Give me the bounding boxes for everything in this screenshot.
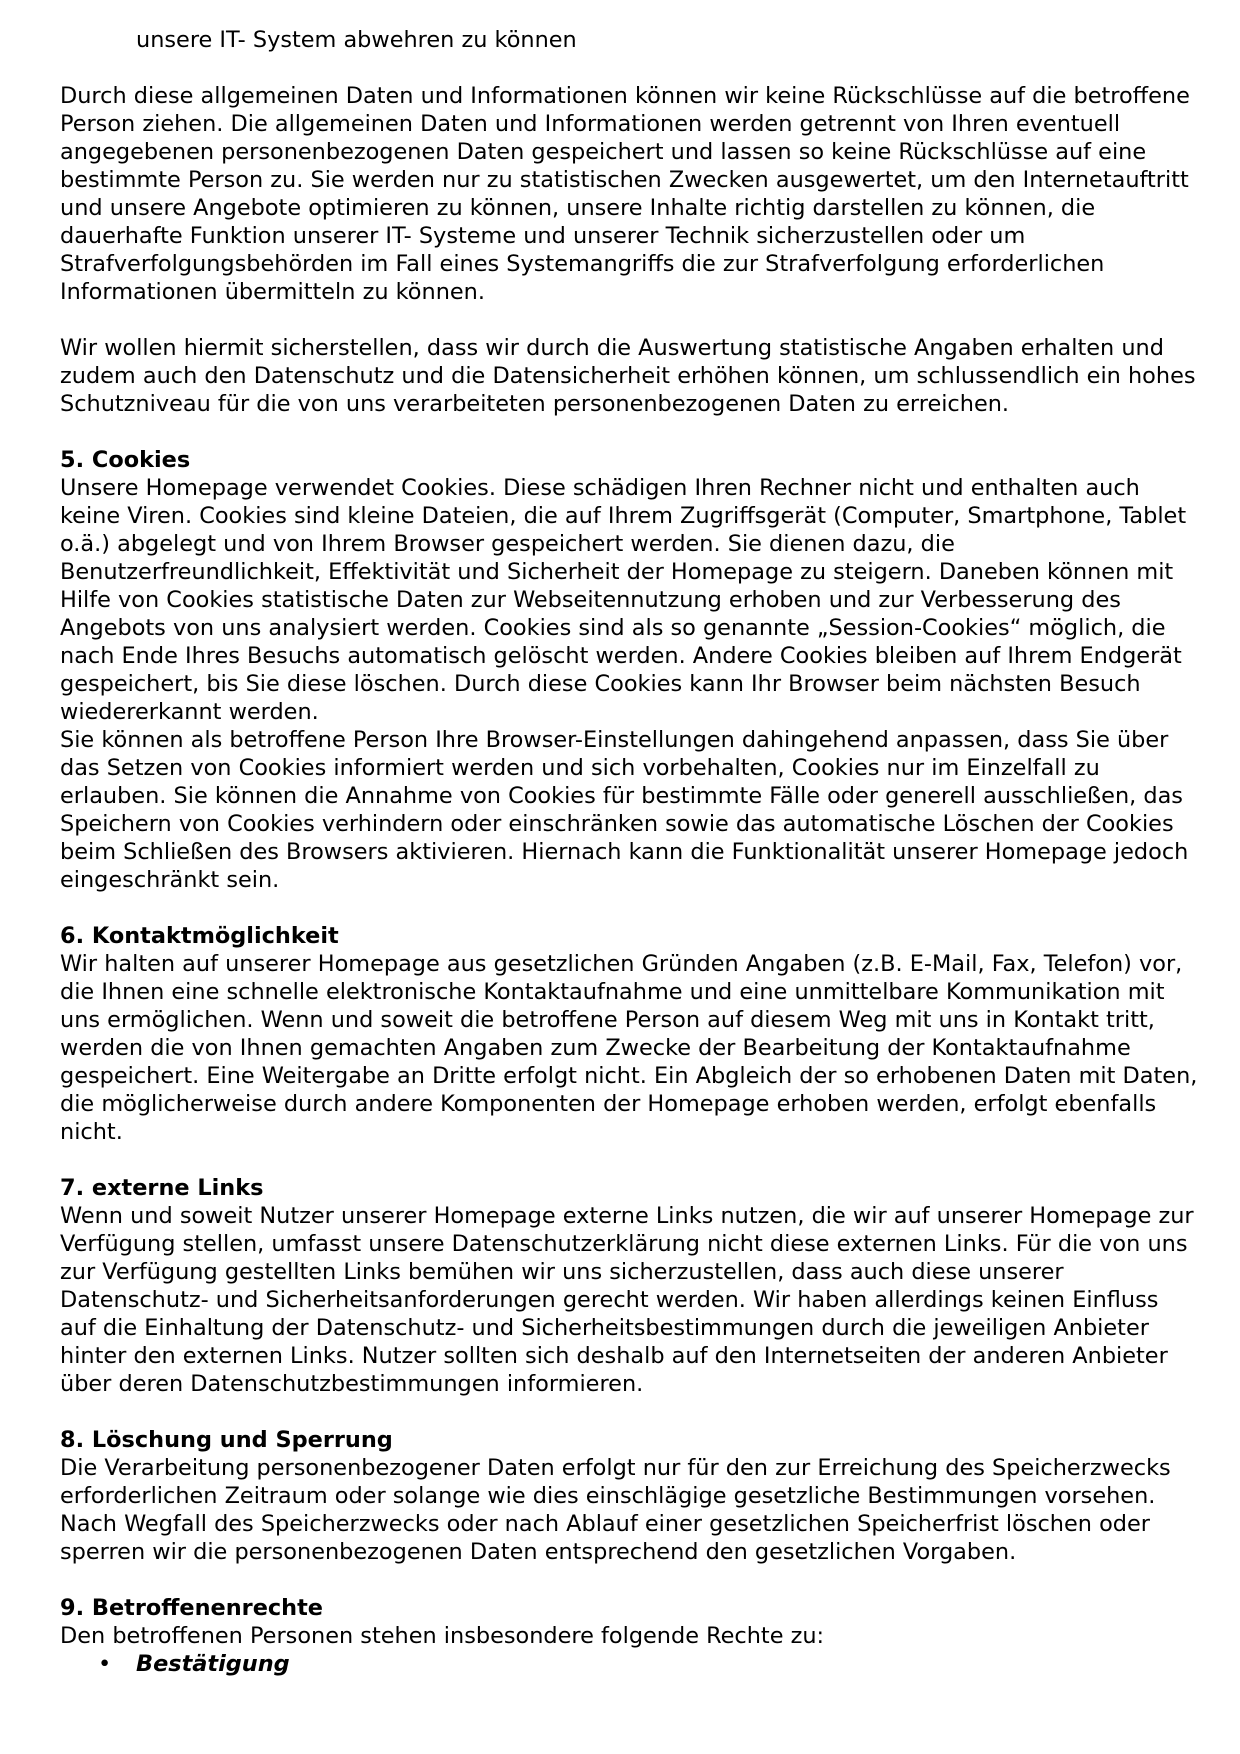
section-paragraph: Wir halten auf unserer Homepage aus gesetzlichen Gründen Angaben (z.B. E-Mail, Fax, Telefon) vor, die Ihnen eine schnelle elektronische Kontaktaufnahme und eine unmittelbare Kommunikation mit uns ermöglichen. Wenn und soweit die betroffene Person auf diesem Weg mit uns in Kontakt tritt, werden die von Ihnen gemachten Angaben zum Zwecke der Bearbeitung der Kontaktaufnahme gespeichert. Eine Weitergabe an Dritte erfolgt nicht. Ein Abgleich der so erhobenen Daten mit Daten, die möglicherweise durch andere Komponenten der Homepage erhoben werden, erfolgt ebenfalls nicht. bbox=[60, 951, 1198, 1145]
section-betroffenenrechte bbox=[60, 1594, 1200, 1678]
section-heading-loeschung-sperrung: 8. Löschung und Sperrung bbox=[60, 1427, 393, 1453]
section-heading-betroffenenrechte: 9. Betroffenenrechte bbox=[60, 1595, 323, 1621]
section-kontaktmoeglichkeit bbox=[60, 922, 1200, 1146]
section-heading-cookies: 5. Cookies bbox=[60, 447, 191, 473]
section-paragraph: Wenn und soweit Nutzer unserer Homepage externe Links nutzen, die wir auf unserer Homepage zur Verfügung stellen, umfasst unsere Datenschutzerklärung nicht diese externen Links. Für die von uns zur Verfügung gestellten Links bemühen wir uns sicherzustellen, dass auch diese unserer Datenschutz- und Sicherheitsanforderungen gerecht werden. Wir haben allerdings keinen Einfluss auf die Einhaltung der Datenschutz- und Sicherheitsbestimmungen durch die jeweiligen Anbieter hinter den externen Links. Nutzer sollten sich deshalb auf den Internetseiten der anderen Anbieter über deren Datenschutzbestimmungen informieren. bbox=[60, 1203, 1194, 1397]
section-paragraph: Den betroffenen Personen stehen insbesondere folgende Rechte zu: bbox=[60, 1623, 825, 1649]
list-item-label: Bestätigung bbox=[136, 1651, 290, 1677]
bullet-icon: • bbox=[98, 1651, 112, 1677]
section-loeschung-sperrung bbox=[60, 1426, 1200, 1566]
rights-list bbox=[60, 1650, 1200, 1678]
section-paragraph: Die Verarbeitung personenbezogener Daten erfolgt nur für den zur Erreichung des Speicherzwecks erforderlichen Zeitraum oder solange wie dies einschlägige gesetzliche Bestimmungen vorsehen. bbox=[60, 1455, 1171, 1509]
section-heading-kontaktmoeglichkeit: 6. Kontaktmöglichkeit bbox=[60, 923, 339, 949]
section-paragraph: Nach Wegfall des Speicherzwecks oder nach Ablauf einer gesetzlichen Speicherfrist löschen oder sperren wir die personenbezogenen Daten entsprechend den gesetzlichen Vorgaben. bbox=[60, 1511, 1150, 1565]
intro-paragraph-2: Wir wollen hiermit sicherstellen, dass wir durch die Auswertung statistische Angaben erhalten und zudem auch den Datenschutz und die Datensicherheit erhöhen können, um schlussendlich ein hohes Schutzniveau für die von uns verarbeiteten personenbezogenen Daten zu erreichen. bbox=[60, 335, 1196, 417]
intro-paragraph-1: Durch diese allgemeinen Daten und Informationen können wir keine Rückschlüsse auf die betroffene Person ziehen. Die allgemeinen Daten und Informationen werden getrennt von Ihren eventuell angegebenen personenbezogenen Daten gespeichert und lassen so keine Rückschlüsse auf eine bestimmte Person zu. Sie werden nur zu statistischen Zwecken ausgewertet, um den Internetauftritt und unsere Angebote optimieren zu können, unsere Inhalte richtig darstellen zu können, die dauerhafte Funktion unserer IT- Systeme und unserer Technik sicherzustellen oder um Strafverfolgungsbehörden im Fall eines Systemangriffs die zur Strafverfolgung erforderlichen Informationen übermitteln zu können. bbox=[60, 83, 1190, 305]
document-page bbox=[60, 26, 1200, 1678]
section-paragraph: Unsere Homepage verwendet Cookies. Diese schädigen Ihren Rechner nicht und enthalten auch keine Viren. Cookies sind kleine Dateien, die auf Ihrem Zugriffsgerät (Computer, Smartphone, Tablet o.ä.) abgelegt und von Ihrem Browser gespeichert werden. Sie dienen dazu, die Benutzerfreundlichkeit, Effektivität und Sicherheit der Homepage zu steigern. Daneben können mit Hilfe von Cookies statistische Daten zur Webseitennutzung erhoben und zur Verbesserung des Angebots von uns analysiert werden. Cookies sind als so genannte „Session-Cookies“ möglich, die nach Ende Ihres Besuchs automatisch gelöscht werden. Andere Cookies bleiben auf Ihrem Endgerät gespeichert, bis Sie diese löschen. Durch diese Cookies kann Ihr Browser beim nächsten Besuch wiedererkannt werden. bbox=[60, 475, 1187, 725]
section-externe-links bbox=[60, 1174, 1200, 1398]
continued-list-item: unsere IT- System abwehren zu können bbox=[136, 27, 577, 53]
section-paragraph: Sie können als betroffene Person Ihre Browser-Einstellungen dahingehend anpassen, dass Sie über das Setzen von Cookies informiert werden und sich vorbehalten, Cookies nur im Einzelfall zu erlauben. Sie können die Annahme von Cookies für bestimmte Fälle oder generell ausschließen, das Speichern von Cookies verhindern oder einschränken sowie das automatische Löschen der Cookies beim Schließen des Browsers aktivieren. Hiernach kann die Funktionalität unserer Homepage jedoch eingeschränkt sein. bbox=[60, 727, 1189, 893]
section-heading-externe-links: 7. externe Links bbox=[60, 1175, 264, 1201]
section-cookies bbox=[60, 446, 1200, 894]
list-item bbox=[60, 1650, 1200, 1678]
